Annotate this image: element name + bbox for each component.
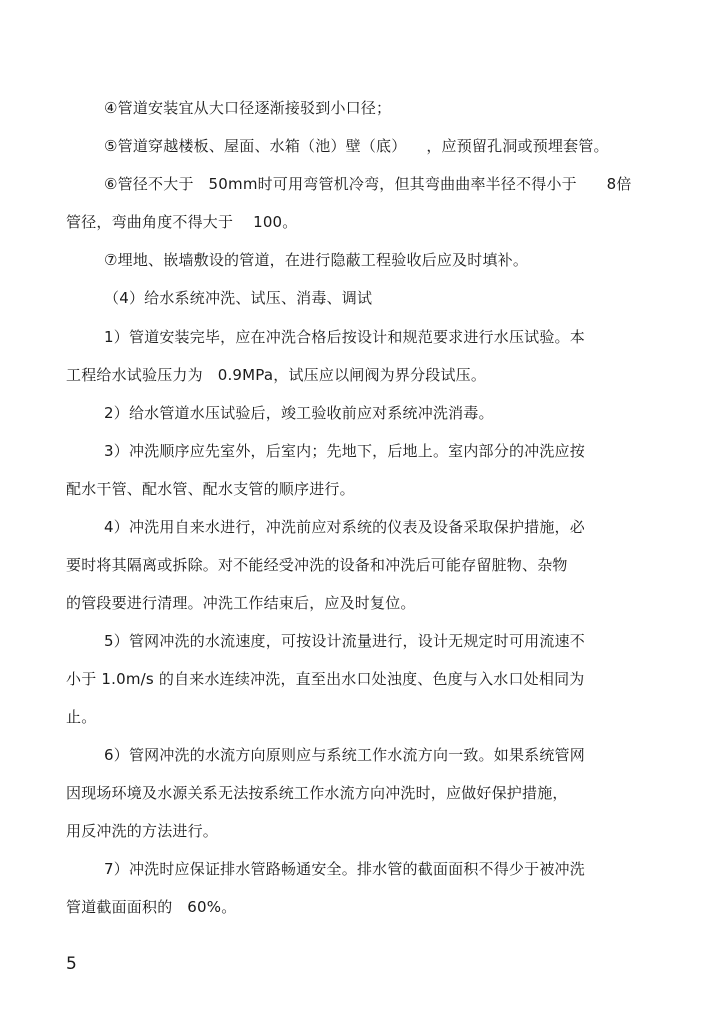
text-line: 7）冲洗时应保证排水管路畅通安全。排水管的截面面积不得少于被冲洗: [104, 860, 585, 878]
text-line: 管道截面面积的 60%。: [66, 898, 237, 916]
text-line: 5）管网冲洗的水流速度，可按设计流量进行，设计无规定时可用流速不: [104, 632, 585, 650]
text-line: ⑤管道穿越楼板、屋面、水箱（池）壁（底） ，应预留孔洞或预埋套管。: [104, 137, 609, 155]
text-line: ④管道安装宜从大口径逐渐接驳到小口径；: [104, 99, 392, 117]
page-number: 5: [66, 954, 77, 974]
text-line: 2）给水管道水压试验后，竣工验收前应对系统冲洗消毒。: [104, 404, 494, 422]
text-line: 管径，弯曲角度不得大于 100。: [66, 213, 298, 231]
text-line: 要时将其隔离或拆除。对不能经受冲洗的设备和冲洗后可能存留脏物、杂物: [66, 556, 568, 574]
text-line: 的管段要进行清理。冲洗工作结束后，应及时复位。: [66, 594, 416, 612]
text-line: 4）冲洗用自来水进行，冲洗前应对系统的仪表及设备采取保护措施，必: [104, 518, 585, 536]
text-line: 配水干管、配水管、配水支管的顺序进行。: [66, 480, 355, 498]
text-line: 小于 1.0m/s 的自来水连续冲洗，直至出水口处浊度、色度与入水口处相同为: [66, 670, 585, 688]
text-line: 1）管道安装完毕，应在冲洗合格后按设计和规范要求进行水压试验。本: [104, 328, 585, 346]
text-line: ⑦埋地、嵌墙敷设的管道，在进行隐蔽工程验收后应及时填补。: [104, 251, 529, 269]
text-line: 用反冲洗的方法进行。: [66, 822, 219, 840]
text-line: ⑥管径不大于 50mm时可用弯管机冷弯，但其弯曲曲率半径不得小于 8倍: [104, 175, 632, 193]
text-line: 因现场环境及水源关系无法按系统工作水流方向冲洗时，应做好保护措施，: [66, 784, 568, 802]
text-line: 止。: [66, 708, 97, 726]
section-heading: （4）给水系统冲洗、试压、消毒、调试: [104, 289, 373, 307]
text-line: 3）冲洗顺序应先室外，后室内；先地下，后地上。室内部分的冲洗应按: [104, 442, 585, 460]
text-line: 工程给水试验压力为 0.9MPa，试压应以闸阀为界分段试压。: [66, 366, 487, 384]
text-line: 6）管网冲洗的水流方向原则应与系统工作水流方向一致。如果系统管网: [104, 746, 585, 764]
